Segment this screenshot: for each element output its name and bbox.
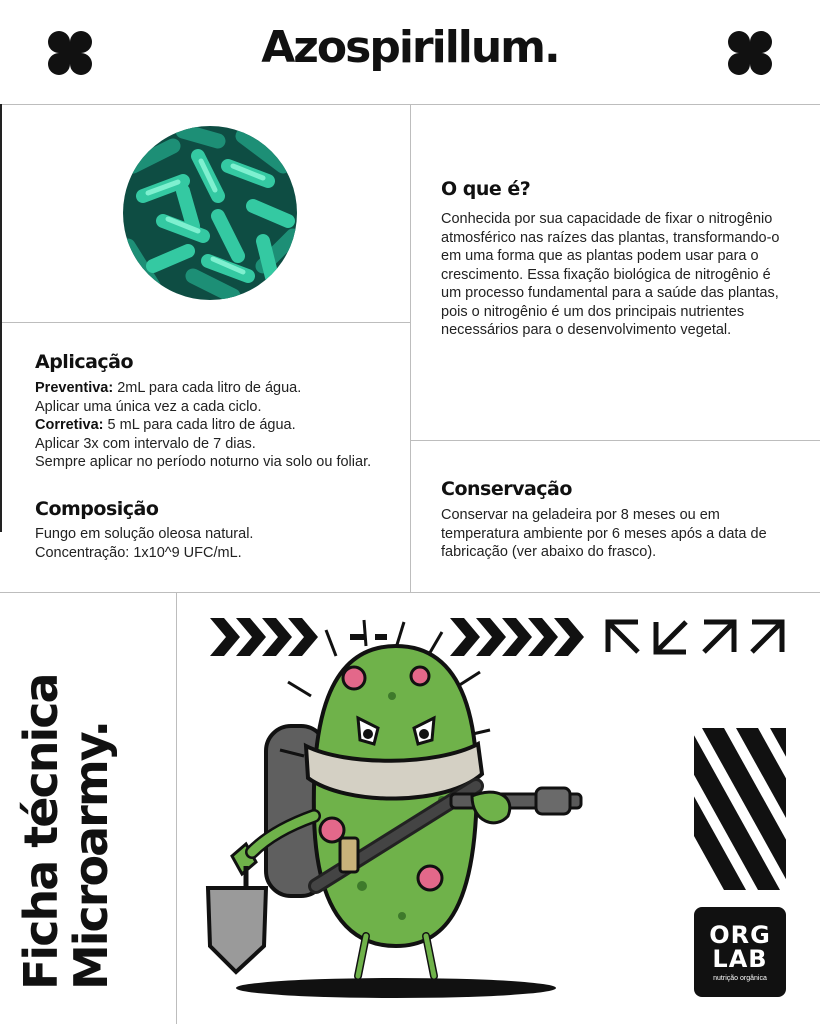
orglab-logo xyxy=(694,907,786,997)
application-heading: Aplicação xyxy=(35,351,134,373)
conservation-heading: Conservação xyxy=(441,478,572,500)
what-is-heading: O que é? xyxy=(441,178,531,200)
divider xyxy=(0,592,820,593)
preventive-note: Aplicar uma única vez a cada ciclo. xyxy=(35,398,262,415)
page-title: Azospirillum. xyxy=(261,22,559,73)
preventive-text: 2mL para cada litro de água. xyxy=(113,380,302,396)
vertical-title xyxy=(16,610,116,990)
bacteria-microscope-image xyxy=(123,126,297,300)
divider xyxy=(0,322,410,323)
logo-tagline: nutrição orgânica xyxy=(713,975,767,982)
application-preventive xyxy=(35,379,375,398)
diagonal-stripes-icon xyxy=(694,728,786,890)
corrective-label: Corretiva: xyxy=(35,417,104,433)
composition-heading: Composição xyxy=(35,498,159,520)
what-is-body: Conhecida por sua capacidade de fixar o nitrogênio atmosférico nas raízes das plantas, transformando-o em uma forma que as plantas podem usar para o crescimento. Essa fixação biológica de nitrogênio é um processo fundamental para a saúde das plantas, pois o nitrogênio é um dos principais nutrientes necessários para o desenvolvimento vegetal. xyxy=(441,211,780,338)
logo-line1: ORG xyxy=(709,921,771,949)
divider xyxy=(410,440,820,441)
preventive-label: Preventiva: xyxy=(35,380,114,396)
application-corrective xyxy=(35,416,375,435)
logo-line2: LAB xyxy=(712,945,768,973)
divider xyxy=(410,104,411,592)
conservation-body: Conservar na geladeira por 8 meses ou em temperatura ambiente por 6 meses após a data de fabricação (ver abaixo do frasco). xyxy=(441,507,767,560)
composition-line2: Concentração: 1x10^9 UFC/mL. xyxy=(35,544,242,561)
germ-soldier-mascot xyxy=(196,616,596,1000)
corner-arrows-icon xyxy=(602,618,788,656)
general-note: Sempre aplicar no período noturno via solo ou foliar. xyxy=(35,454,372,470)
vertical-title-line1: Ficha técnica xyxy=(14,674,68,990)
divider xyxy=(176,592,177,1024)
composition-line1: Fungo em solução oleosa natural. xyxy=(35,526,254,542)
x-cross-icon-right xyxy=(725,28,775,78)
corrective-text: 5 mL para cada litro de água. xyxy=(103,417,296,433)
accent-line xyxy=(0,104,2,532)
corrective-note: Aplicar 3x com intervalo de 7 dias. xyxy=(35,435,256,452)
vertical-title-line2: Microarmy. xyxy=(64,722,118,990)
